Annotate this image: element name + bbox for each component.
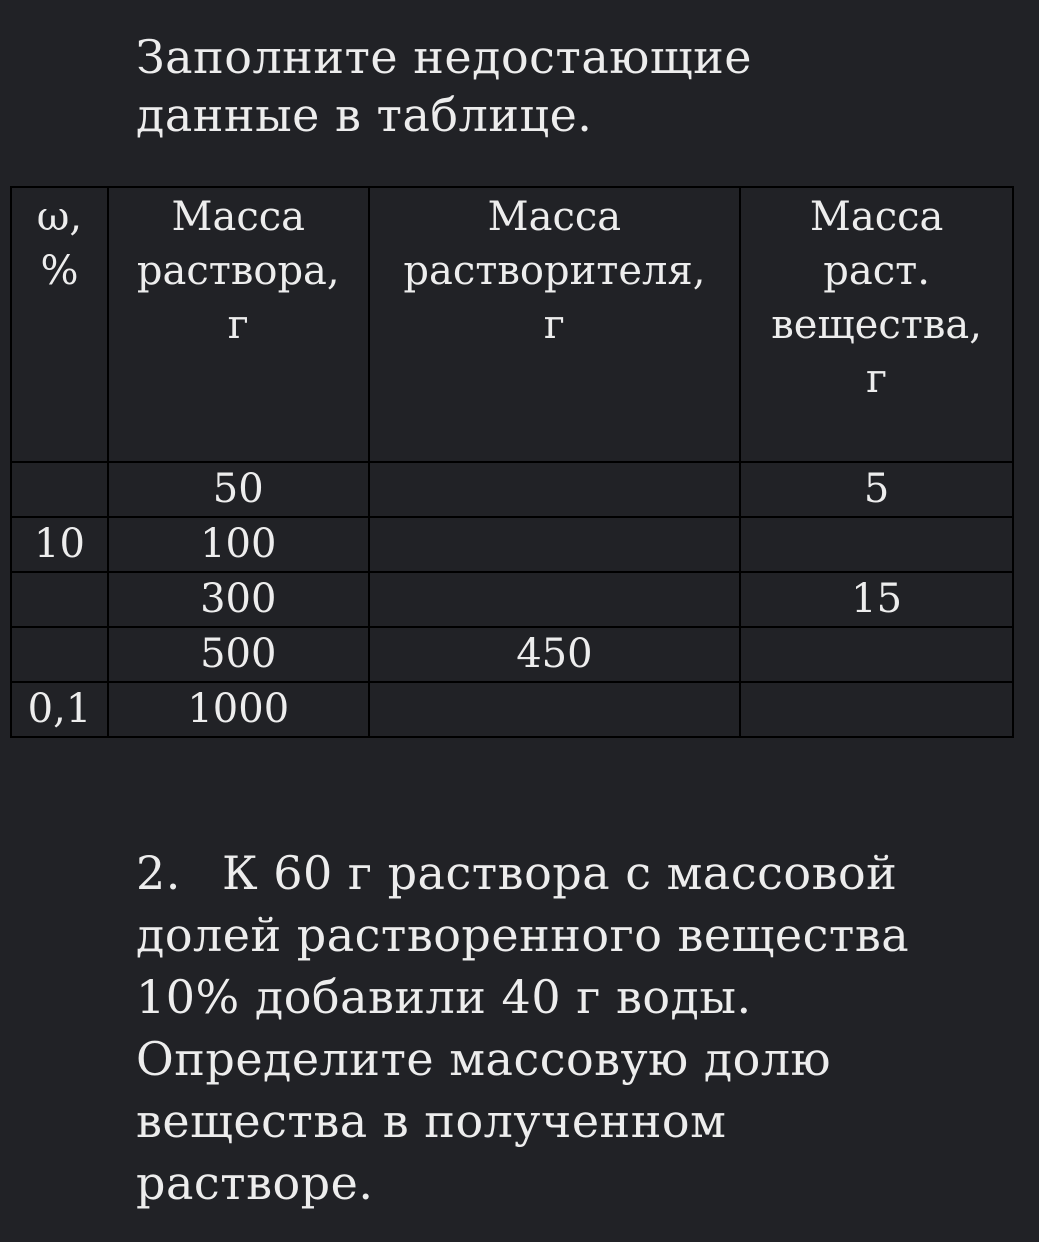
header-text: г (543, 302, 565, 348)
problem-number: 2. (136, 846, 181, 900)
cell-solution-mass: 100 (108, 517, 369, 572)
table-row (11, 572, 1013, 627)
table-row (11, 682, 1013, 737)
problem-text-line: 10% добавили 40 г воды. (136, 970, 752, 1024)
problem-text-line: вещества в полученном (136, 1094, 727, 1148)
cell-solvent-mass (369, 462, 741, 517)
problem-text-line: долей растворенного вещества (136, 908, 910, 962)
header-solution-mass (108, 187, 369, 462)
cell-solution-mass: 500 (108, 627, 369, 682)
cell-mass-fraction (11, 572, 108, 627)
header-text: раствора, (136, 248, 340, 294)
problem-text-line: Определите массовую долю (136, 1032, 832, 1086)
cell-mass-fraction: 10 (11, 517, 108, 572)
header-text: вещества, (771, 302, 982, 348)
header-solute-mass (740, 187, 1013, 462)
cell-solvent-mass (369, 572, 741, 627)
table-row (11, 627, 1013, 682)
header-text: растворителя, (403, 248, 706, 294)
cell-solute-mass: 5 (740, 462, 1013, 517)
header-text: Масса (171, 194, 305, 240)
cell-solute-mass (740, 682, 1013, 737)
header-text: Масса (487, 194, 622, 240)
cell-solvent-mass: 450 (369, 627, 741, 682)
table-row (11, 462, 1013, 517)
problem-2 (136, 842, 1016, 1214)
task-title-line-2: данные в таблице. (136, 88, 593, 142)
cell-solution-mass: 1000 (108, 682, 369, 737)
cell-solvent-mass (369, 517, 741, 572)
cell-mass-fraction (11, 462, 108, 517)
header-text: ω, (36, 194, 83, 240)
header-mass-fraction (11, 187, 108, 462)
problem-text-line: К 60 г раствора с массовой (222, 846, 898, 900)
cell-mass-fraction: 0,1 (11, 682, 108, 737)
header-solvent-mass (369, 187, 741, 462)
cell-solution-mass: 50 (108, 462, 369, 517)
task-title (136, 28, 996, 144)
cell-solute-mass (740, 517, 1013, 572)
table-row (11, 517, 1013, 572)
header-text: % (40, 248, 79, 294)
cell-solution-mass: 300 (108, 572, 369, 627)
header-text: раст. (823, 248, 930, 294)
cell-solute-mass (740, 627, 1013, 682)
task-title-line-1: Заполните недостающие (136, 30, 753, 84)
solution-data-table (10, 186, 1014, 738)
cell-solvent-mass (369, 682, 741, 737)
header-text: Масса (809, 194, 944, 240)
header-text: г (866, 356, 888, 402)
table-header-row (11, 187, 1013, 462)
header-text: г (227, 302, 249, 348)
problem-text-line: растворе. (136, 1156, 374, 1210)
cell-solute-mass: 15 (740, 572, 1013, 627)
cell-mass-fraction (11, 627, 108, 682)
